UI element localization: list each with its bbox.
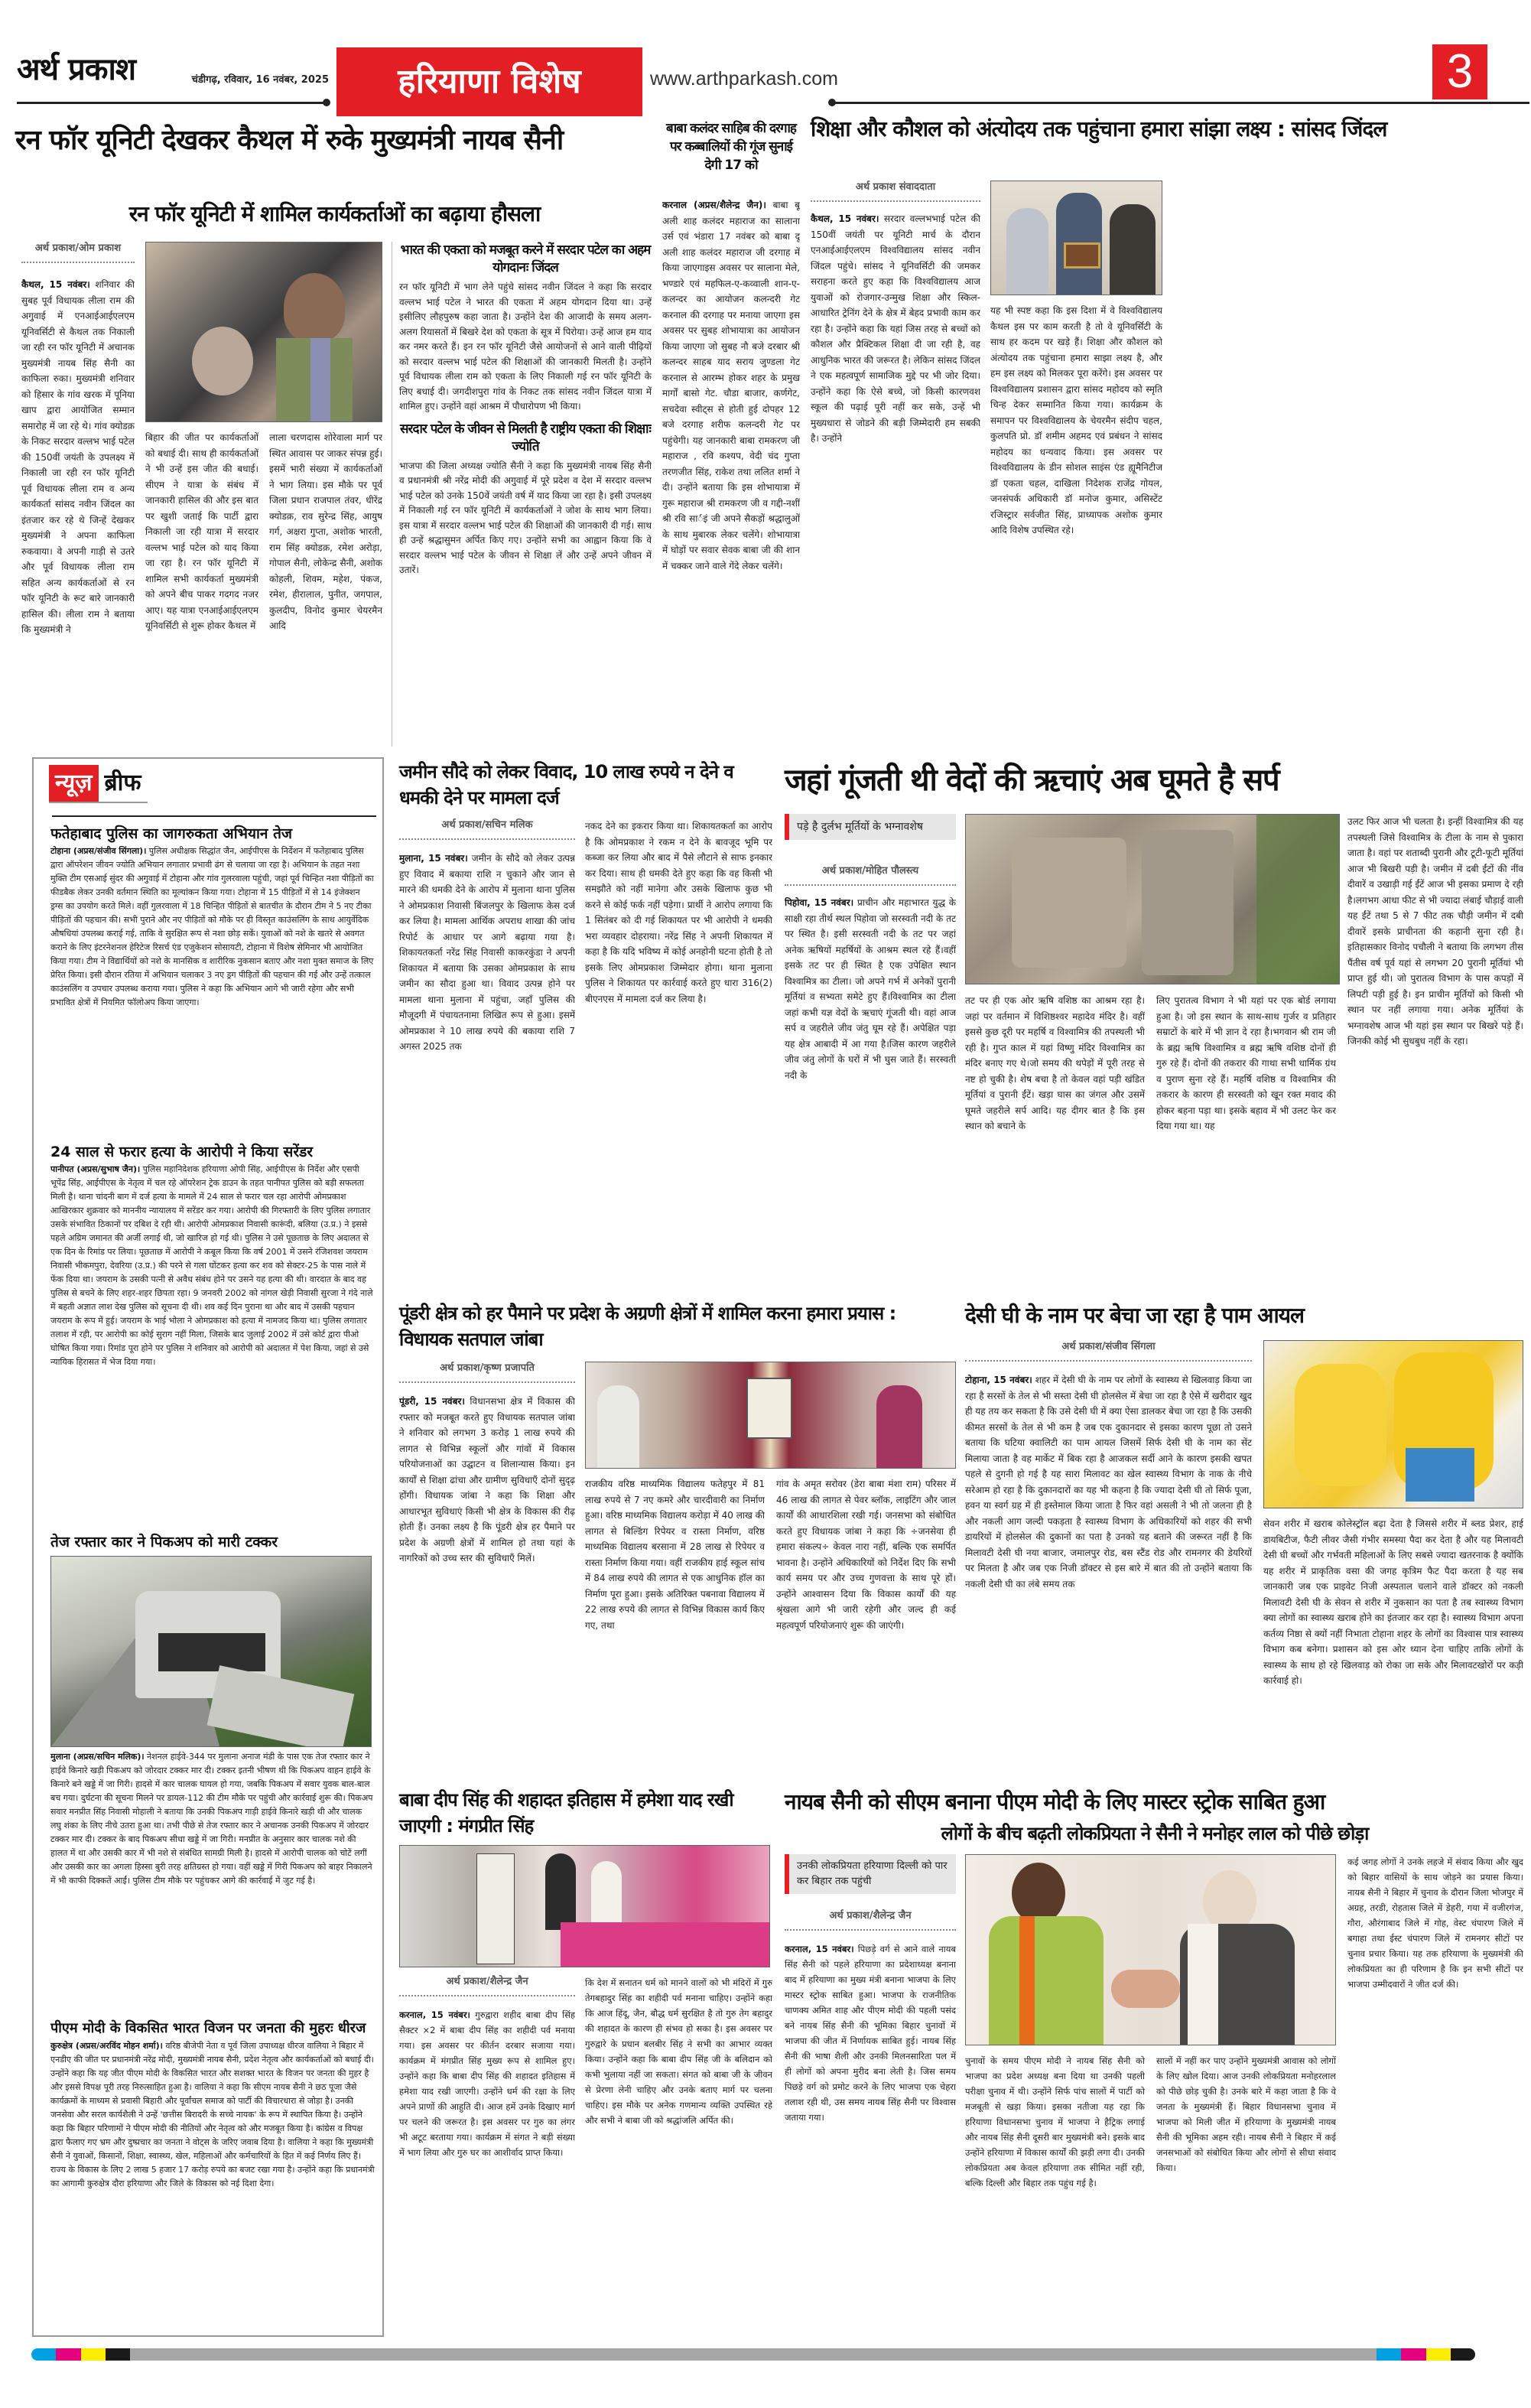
qawwali-text: बाबा बू अली शाह कलंदर महाराज का सालाना उर्स एवं भंडारा 17 नवंबर को बाबा दू अली शाह कलंदर महाराज जी दरगाह में किया जाएगाइस अवसर पर सालाना मेले, भण्डारे एवं महफिल-ए-कव्वाली शान-ए-कलन्दर का आयोजन कलन्दरी गेट करनाल की दरगाह पर मनाया जाएगा इस अवसर पर सुबह शोभायात्रा का आयोजन किया जाएगा जो सुबह नौ बजे दरबार श्री कलन्दर साहब याद सराय जुण्डला गेट करनाल से आरम्भ होकर शहर के प्रमुख मार्गों बासो गेट. चौडा बाजार, कर्णगेट, सचदेवा स्वीट्स से होती हुई दोपहर 12 बजे दरगाह शरीफ कलन्दरी गेट पर पहुंचेगी। यह जानकारी बाबा रामकरण जी महाराज , रवि कश्यप, वेदी चंद गुप्ता तरणजीत सिंह, राकेश तथा ललित शर्मा ने दी। उन्होंने बताया कि इस शोभायात्रा में गुरू महाराज श्री रामकरण जी व गद्दी-नशीं श्री रवि सार्इं जी अपने सैकड़ों श्रद्धालुओं के साथ मुबारक लेकर चलेंगे। शोभायात्रा में घोड़ों पर सवार सेवक बाबा जी की शान में चक्कर जाने वाले गेंदे लेकर चलेंगे। bbox=[662, 200, 800, 571]
brief-item-3 bbox=[50, 1531, 375, 2013]
land-col1-text: जमीन के सौदे को लेकर उत्पन्न हुए विवाद में बकाया राशि न चुकाने और जान से मारने की धमकी देने के आरोप में मुलाना थाना पुलिस ने ओमप्रकाश निवासी बिंजलपुर के खिलाफ केस दर्ज कर लिया है। मामला आर्थिक अपराध शाखा की जांच रिपोर्ट के आधार पर आगे बढ़ाया गया है। शिकायतकर्ता नरेंद्र सिंह निवासी काकरकुंडा ने अपनी शिकायत में बताया कि उसका ओमप्रकाश के साथ जमीन का सौदा हुआ था। विवाद उत्पन्न होने पर मामला थाना मुलाना में पहुंचा, जहाँ पुलिस की मौजूदगी में पंचायतनामा लिखित रूप से हुआ। इसमें ओमप्रकाश ने 10 लाख रुपये की बकाया राशि 7 अगस्त 2025 तक bbox=[399, 853, 575, 1052]
pundri-col1 bbox=[399, 1394, 575, 1776]
brief-4-text: वरिष्ठ बीजेपी नेता व पूर्व जिला उपाध्यक्ष धीरज वालिया ने बिहार में एनडीए की जीत पर प्रधानमंत्री नरेंद्र मोदी, मुख्यमंत्री नायब सैनी, प्रदेश नेतृत्व और कार्यकर्ताओं को बधाई दी। उन्होंने कहा कि यह जीत पीएम मोदी के विकसित भारत और सशक्त भारत के विजन पर जनता की मुहर है और इससे विपक्ष पूरी तरह निरुत्साहित हुआ है। वालिया ने कहा कि सीएम नायब सैनी ने छठ पूजा जैसे कार्यक्रमों के माध्यम से प्रवासी बिहारी और पूर्वांचल समाज को पार्टी की विचारधारा से जोड़ा है। उनकी जनसेवा और सरल कार्यशैली ने उन्हें 'छत्तीस बिरादरी के सच्चे नायक' के रूप में स्थापित किया है। उन्होंने कहा कि बिहार परिणामों ने पीएम मोदी की नीतियों और नेतृत्व को और मजबूत किया है। कांग्रेस व विपक्ष द्वारा फैलाए गए भ्रम और दुष्प्रचार का जनता ने वोट्स के जरिए जवाब दिया है। वालिया ने कहा कि मुख्यमंत्री सैनी ने युवाओं, किसानों, शिक्षा, स्वास्थ्य, खेल, महिलाओं और कर्मचारियों के हित में कई निर्णय लिए हैं। राज्य के विकास के लिए 2 लाख 5 हजार 17 करोड़ रुपये का बजट रखा गया है। उन्होंने कहा कि प्रधानमंत्री का आगामी कुरुक्षेत्र दौरा हरियाणा और जिले के विकास को नई दिशा देगा। bbox=[50, 2041, 375, 2188]
accident-car-photo bbox=[50, 1556, 372, 1747]
land-byline: अर्थ प्रकाश/सचिन मलिक bbox=[399, 818, 575, 840]
color-bar-yellow-right bbox=[1426, 2348, 1451, 2361]
brief-item-4 bbox=[50, 2018, 375, 2332]
lead-byline: अर्थ प्रकाश/ओम प्रकाश bbox=[21, 242, 135, 263]
color-bar-cyan bbox=[31, 2348, 56, 2361]
saini-byline: अर्थ प्रकाश/शैलेन्द्र जैन bbox=[785, 1909, 956, 1931]
saini-sidebox: उनकी लोकप्रियता हरियाणा दिल्ली को पार कर बिहार तक पहुंची bbox=[785, 1854, 956, 1894]
lead-box2-heading: सरदार पटेल के जीवन से मिलती है राष्ट्रीय एकता की शिक्षाः ज्योति bbox=[400, 421, 651, 454]
lead-box1-text: रन फॉर यूनिटी में भाग लेने पहुंचे सांसद नवीन जिंदल ने कहा कि सरदार वल्लभ भाई पटेल ने भारत की एकता में अहम योगदान दिया था। उन्हें इसीलिए लौहपुरुष कहा जाता है। उन्होंने देश की आजादी के समय अलग-अलग रियासतों में बिखरे देश को एकता के सूत्र में पिरोया। उन्हें आज हम याद कर नमर करते हैं। इन रन फॉर यूनिटी जैसे आयोजनों से आने वाली पीढ़ियों को सरदार वल्लभ भाई पटेल की शिक्षाओं की जानकारी मिलती है। उन्होंने पूर्व विधायक लीला राम को एकता के लिए निकाली गई रन फॉर यूनिटी के लिए बधाई दी। जगदीशपुरा गांव के निकट तक सांसद नवीन जिंदल यात्रा में शामिल हुए। उन्होंने वहां आश्रम में पौधारोपण भी किया। bbox=[399, 281, 652, 412]
saini-dateline: करनाल, 15 नवंबर। bbox=[785, 1944, 854, 1954]
brief-2-dateline: पानीपत (अप्रस/सुभाष जैन)। bbox=[50, 1164, 141, 1174]
land-headline: जमीन सौदे को लेकर विवाद, 10 लाख रुपये न देने व धमकी देने पर मामला दर्ज bbox=[399, 761, 733, 809]
color-bar-black bbox=[106, 2348, 130, 2361]
pundri-col2: राजकीय वरिष्ठ माध्यमिक विद्यालय फतेहपुर में 81 लाख रुपये से 7 नए कमरे और चारदीवारी का निर्माण हुआ। वरिष्ठ माध्यमिक विद्यालय करोड़ा में 40 लाख की लागत से बिल्डिंग रिपेयर व रास्ता निर्माण, वरिष्ठ माध्यमिक विद्यालय बरसाना में 28 लाख से रिपेयर व रास्ता निर्माण किया गया। वहीं राजकीय हाई स्कूल सांच में 84 लाख रुपये की लागत से एक आधुनिक हॉल का निर्माण पूरा हुआ। इसके अतिरिक्त पबनावा विद्यालय में 22 लाख रुपये की लागत से विभिन्न विकास कार्य किए गए, तथा bbox=[585, 1479, 765, 1631]
vedas-col1-text: प्राचीन और महाभारत युद्ध के साक्षी रहा तीर्थ स्थल पिहोवा जो सरस्वती नदी के तट पर स्थित है। इसी सरस्वती नदी के तट पर जहां अनेक ऋषियों महर्षियों के आश्रम स्थल रहे हैं।वहीं इसके तट पर ही स्थित है एक उपेक्षित स्थान विश्वामित्र का टीला। जो अपने गर्भ में अनेकों पुरानी मूर्तियां व सभ्यता समेटे हुए हैं।विश्वामित्र का टीला जहां कभी यज्ञ वेदों के ऋचाएं गूंजती थी। वहां आज सर्प व जहरीले जीव जंतु घूम रहे हैं। अपेक्षित पड़ा यह क्षेत्र आबादी में आ गया है।जिस कारण जहरीले जीव जंतु लोगों के घरों में भी घुस जाते हैं। सरस्वती नदी के bbox=[785, 897, 956, 1081]
deep-singh-col1-text: गुरुद्वारा शहीद बाबा दीप सिंह सैक्टर ×2 में बाबा दीप सिंह का शहीदी पर्व मनाया गया। इस अवसर पर कीर्तन दरबार सजाया गया। कार्यक्रम में मंगप्रीत सिंह मुख्य रूप से शामिल हुए। उन्होंने कहा कि बाबा दीप सिंह की शहादत इतिहास में हमेशा याद रखी जाएगी। उन्होंने धर्म की रक्षा के लिए अपने प्राणों की आहुति दी। आज हमें उनके दिखाए मार्ग पर चलने की जरूरत है। इस अवसर पर गुरु का लंगर भी अटूट बरताया गया। कार्यक्रम में संगत ने बड़ी संख्या में भाग लिया और गुरु घर का आशीर्वाद प्राप्त किया। bbox=[399, 2009, 575, 2158]
vedas-dateline: पिहोवा, 15 नवंबर। bbox=[785, 897, 854, 908]
jindal-byline: अर्थ प्रकाश संवाददाता bbox=[811, 181, 980, 202]
deep-singh-byline: अर्थ प्रकाश/शैलेन्द्र जैन bbox=[399, 1975, 575, 1996]
color-bar-gray bbox=[130, 2348, 1377, 2361]
section-banner: हरियाणा विशेष bbox=[336, 47, 642, 116]
color-bar-magenta bbox=[56, 2348, 81, 2361]
news-brief-rule bbox=[52, 815, 376, 817]
cm-crowd-photo bbox=[145, 242, 382, 422]
brief-item-1 bbox=[50, 823, 375, 1137]
brief-item-2 bbox=[50, 1141, 375, 1527]
jindal-col2: यह भी स्पष्ट कहा कि इस दिशा में वे विश्वविद्यालय कैथल इस पर काम करती है तो वे यूनिवर्सिटी के साथ हर कदम पर खड़े हैं। शिक्षा और कौशल को अंत्योदय तक पहुंचाना हमारा साझा लक्ष्य है, और हम इस लक्ष्य को मिलकर पूरा करेंगे। इस अवसर पर विश्वविद्यालय प्रशासन द्वारा सांसद महोदय को स्मृति चिन्ह देकर सम्मानित किया गया। कार्यक्रम के समापन पर विश्वविद्यालय के चेयरमैन संदीप चहल, कुलपति प्रो. डॉ शमीम अहमद एवं प्रबंधन ने सांसद महोदय का धन्यवाद किया। इस अवसर पर विश्वविद्यालय के डीन सोशल साइंस एंड ह्यूमैनिटीज डॉ एकता चहल, दाखिला निदेशक राजेंद्र गोयल, जनसंपर्क अधिकारी डॉ मनोज कुमार, असिस्टेंट रजिस्ट्रार सर्वजीत सिंह, प्राध्यापक अशोक कुमार आदि विशेष उपस्थित रहे। bbox=[990, 305, 1162, 535]
ghee-col1 bbox=[965, 1372, 1252, 1776]
pundri-col3: गांव के अमृत सरोवर (डेरा बाबा मंशा राम) परिसर में 46 लाख की लागत से पेवर ब्लॉक, लाइटिंग और जाल कार्यों की आधारशिला रखी गई। जनसभा को संबोधित करते हुए विधायक जांबा ने कहा कि ÷जनसेवा ही हमारा संकल्प÷ केवल नारा नहीं, बल्कि एक समर्पित भावना है। उन्होंने अधिकारियों को निर्देश दिए कि सभी कार्य समय पर और उच्च गुणवत्ता के साथ पूरे हों। उन्होंने आश्वासन दिया कि विकास कार्यों की यह श्रृंखला आगे भी जारी रहेगी और जल्द ही कई महत्वपूर्ण परियोजनाएं शुरू की जाएंगी। bbox=[776, 1479, 956, 1631]
qawwali-dateline: करनाल (अप्रस/शैलेन्द्र जैन)। bbox=[662, 200, 766, 210]
brief-4-body bbox=[50, 2039, 375, 2191]
deep-singh-headline: बाबा दीप सिंह की शहादत इतिहास में हमेशा याद रखी जाएगी : मंगप्रीत सिंह bbox=[399, 1789, 733, 1837]
saini-col2: चुनावों के समय पीएम मोदी ने नायब सिंह सैनी को भाजपा का प्रदेश अध्यक्ष बना दिया था उनकी पहली परीक्षा चुनाव में थी। उन्होंने सिर्फ पांच सालों में पार्टी को मजबूती से खड़ा किया। इसका नतीजा यह रहा कि हरियाणा विधानसभा चुनाव में भाजपा ने हैट्रिक लगाई और नायब सिंह सैनी दूसरी बार मुख्यमंत्री बने। इसके बाद उन्होंने हरियाणा में विकास कार्यों की झड़ी लगा दी। उनकी लोकप्रियता अब केवल हरियाणा तक सीमित नहीं रही, बल्कि दिल्ली और बिहार तक पहुंच गई है। bbox=[965, 2055, 1145, 2188]
masthead-rule-right bbox=[832, 102, 1529, 104]
color-bar-yellow bbox=[81, 2348, 106, 2361]
vedas-col4: उलट फिर आज भी चलता है। इन्हीं विश्वामित्र की यह तपस्थली जिसे विश्वामित्र के टीला के नाम से पुकारा जाता है। वहां पर शताब्दी पुरानी और टूटी-फूटी मूर्तियां आज भी बिखरी पड़ी है। जमीन में दबी ईंटों की नींव दीवारें व उखाड़ी गई ईंटें आज भी इसका प्रमाण दे रही है।लगभग आधा फीट से भी ज्यादा लंबाई चौड़ाई वाली यह ईंटें तथा 5 से 7 फीट तक चौड़ी जमीन में दबी दीवारें इसके प्राचीनता की कहानी सुना रही है। इतिहासकार विनोद पचौली ने बताया कि लगभग तीस पैंतीस वर्ष पूर्व यहां से लगभग 20 पुरानी मूर्तियां भी प्राप्त हुई थी। जो पुरातत्व विभाग के पास कपड़ों में लिपटी पड़ी हुई है। इन प्राचीन मूर्तियों को किसी भी स्थान पर नहीं लगाया गया। अनेक मूर्तियां के भग्नावशेष आज भी यहां इस स्थान पर बिखरे पड़े हैं। जिनकी कोई भी सुधबुध नहीं के रहा। bbox=[1347, 816, 1523, 1046]
vedas-sidebox: पड़े है दुर्लभ मूर्तियों के भग्नावशेष bbox=[785, 814, 956, 840]
jindal-headline: शिक्षा और कौशल को अंत्योदय तक पहुंचाना हमारा सांझा लक्ष्य : सांसद जिंदल bbox=[811, 116, 1387, 142]
deep-singh-col1 bbox=[399, 2007, 575, 2336]
saini-col3: सालों में नहीं कर पाए उन्होंने मुख्यमंत्री आवास को लोगों के लिए खोल दिया। आज उनकी लोकप्रियता मनोहरलाल को पीछे छोड़ चुकी है। उनके बारे में कहा जाता है कि वे जनता के मुख्यमंत्री हैं। बिहार विधानसभा चुनाव में भाजपा को मिली जीत में हरियाणा के मुख्यमंत्री नायब सैनी की भूमिका अहम रही। नायब सैनी ने बिहार में कई जनसभाओं को संबोधित किया और लोगों से सीधा संवाद किया। bbox=[1156, 2055, 1336, 2173]
brief-3-text: नेशनल हाईवे-344 पर मुलाना अनाज मंडी के पास एक तेज रफ्तार कार ने हाईवे किनारे खड़ी पिकअप को जोरदार टक्कर मार दी। टक्कर इतनी भीषण थी कि पिकअप वाहन हाईवे के किनारे बने खड्डे में जा गिरी। हादसे में कार चालक घायल हो गया, जबकि पिकअप में सवार युवक बाल-बाल बच गया। दुर्घटना की सूचना मिलने पर डायल-112 की टीम मौके पर पहुंची और कार्रवाई शुरू की। पिकअप सवार मनप्रीत सिंह निवासी मोहाली ने बताया कि उनकी पिकअप गाड़ी हाईवे किनारे खड़ी थी और चालक लघु शंका के लिए नीचे उतरा हुआ था। तभी पीछे से तेज रफ्तार कार ने अचानक उनकी पिकअप में जोरदार टक्कर मार दी। टक्कर के बाद पिकअप सीधा खड्डे में जा गिरी। मनप्रीत के अनुसार कार चालक नशे की हालत में था और उसकी कार में भी नशे से संबंधित सामग्री मिली है। हादसे में आरोपी चालक को चोटें लगीं और उसकी कार का अगला हिस्सा बुरी तरह क्षतिग्रस्त हो गया। वहीं खड्डे में गिरी पिकअप को बाहर निकालने में भी काफी दिक्कतें आईं। पुलिस टीम मौके पर पहुंचकर आगे की कार्रवाई में जुट गई है। bbox=[50, 1752, 373, 1886]
brief-1-headline: फतेहाबाद पुलिस का जागरुकता अभियान तेज bbox=[50, 825, 293, 842]
vedas-headline: जहां गूंजती थी वेदों की ऋचाएं अब घूमते है सर्प bbox=[785, 763, 1279, 798]
masthead-dateline: चंडीगढ़, रविवार, 16 नवंबर, 2025 bbox=[191, 74, 329, 86]
lead-col2: बिहार की जीत पर कार्यकर्ताओं को बधाई दी। साथ ही कार्यकर्ताओं ने भी उन्हें इस जीत की बधाई। सीएम ने यात्रा के संबंध में जानकारी हासिल की और इस बात पर खुशी जताई कि पार्टी द्वारा निकाली जा रही यात्रा में सरदार वल्लभ भाई पटेल को याद किया जा रहा है। रन फॉर यूनिटी में शामिल सभी कार्यकर्ता मुख्यमंत्री को अपने बीच पाकर गदगद नजर आए। यह यात्रा एनआईआईएलएम यूनिवर्सिटी से शुरू होकर कैथल में bbox=[145, 432, 258, 631]
ruins-photo bbox=[965, 814, 1340, 984]
lead-box1-heading: भारत की एकता को मजबूत करने में सरदार पटेल का अहम योगदानः जिंदल bbox=[400, 242, 651, 275]
ghee-byline: अर्थ प्रकाश/संजीव सिंगला bbox=[965, 1340, 1252, 1362]
saini-headline: नायब सैनी को सीएम बनाना पीएम मोदी के लिए मास्टर स्ट्रोक साबित हुआ bbox=[785, 1789, 1325, 1814]
color-bar-magenta-right bbox=[1401, 2348, 1426, 2361]
brief-3-dateline: मुलाना (अप्रस/सचिन मलिक)। bbox=[50, 1752, 145, 1762]
deep-singh-col2: कि देश में सनातन धर्म को मानने वालों को भी मंदिरों में गुरु तेगबहादुर सिंह का शहीदी पर्व मनाना चाहिए। उन्होंने कहा कि आज हिंदू, जैन, बौद्ध धर्म सुरक्षित है तो गुरु तेग बहादुर की शहादत के कारण ही संभव हो सका है। इस अवसर पर गुरुद्वारे के प्रधान बलबीर सिंह ने सभी का आभार व्यक्त किया। उन्होंने कहा कि बाबा दीप सिंह जी के बलिदान को कभी भुलाया नहीं जा सकता। संगत को बाबा जी के जीवन से प्रेरणा लेनी चाहिए और उनके बताए मार्ग पर चलना चाहिए। इस मौके पर अनेक गणमान्य व्यक्ति उपस्थित रहे और सभी ने बाबा जी को श्रद्धांजलि अर्पित की। bbox=[585, 1977, 772, 2126]
pundri-byline: अर्थ प्रकाश/कृष्ण प्रजापति bbox=[399, 1362, 575, 1383]
vedas-col2: तट पर ही एक ओर ऋषि वशिष्ठ का आश्रम रहा है। जहां पर वर्तमान में विशिष्ठश्वर महादेव मंदिर है। वहीं इससे कुछ दूरी पर महर्षि व विश्वामित्र की तपस्थली भी रही है। गुप्त काल में यहां विष्णु मंदिर विश्वामित्र का मंदिर बनाए गए थे।जो समय की थपेड़ों में पूरी तरह से नष्ट हो चुकी है। शेष बचा है तो केवल वहां पड़ी खंडित मूर्तियां व पुरानी ईंटें। खड़ा घास का जंगल और उसमें घूमते जहरीले सर्प आदि। यह दीगर बात है कि इस स्थान को बचाने के bbox=[965, 995, 1145, 1131]
masthead-logo: अर्थ प्रकाश bbox=[17, 52, 136, 87]
jindal-col1 bbox=[811, 211, 980, 750]
lead-headline: रन फॉर यूनिटी देखकर कैथल में रुके मुख्यमंत्री नायब सैनी bbox=[15, 125, 564, 156]
website-url[interactable]: www.arthparkash.com bbox=[650, 68, 838, 89]
page-number-badge: 3 bbox=[1432, 44, 1487, 99]
land-col1 bbox=[399, 851, 575, 1288]
inauguration-photo bbox=[585, 1362, 956, 1469]
ghee-photo bbox=[1263, 1340, 1523, 1508]
pundri-dateline: पूंडरी, 15 नवंबर। bbox=[399, 1396, 465, 1407]
saini-subheadline: लोगों के बीच बढ़ती लोकप्रियता ने सैनी ने मनोहर लाल को पीछे छोड़ा bbox=[941, 1823, 1369, 1844]
brief-1-text: पुलिस अधीक्षक सिद्धांत जैन, आईपीएस के निर्देशन में फतेहाबाद पुलिस द्वारा ऑपरेशन जीवन ज्योति अभियान लगातार प्रभावी ढंग से चलाया जा रहा है। अभियान के तहत नशा मुक्ति टीम एसआई सुंदर की अगुवाई में टोहाना और गांव गुलरवाला पहुंची, जहां पूर्व चिन्हित नशा पीड़ितों का फीडबैक लेकर उनकी वर्तमान स्थिति का मूल्यांकन किया गया। टोहाना में 15 पीड़ितों में से 14 इंजेक्शन ड्रग्स का उपयोग करते मिले। वहीं गुलरवाला में 18 चिन्हित पीड़ितों से बातचीत के दौरान टीम ने 5 नए टीका पीड़ितों की पहचान की। सभी पुराने और नए पीड़ितों को मौके पर ही विस्तृत काउंसलिंग के साथ आयुर्वेदिक औषधियां उपलब्ध कराई गई, ताकि वे सुरक्षित रूप से नशा छोड़ सकें। युवाओं को नशे के खतरे से अवगत कराने के लिए इंटरनेशनल हेरिटेज रिसर्च एंड एजुकेशन सोसायटी, टोहाना में विशेष सेमिनार भी आयोजित किया गया। टीम ने विद्यार्थियों को नशे के मानसिक व शारीरिक नुकसान बताए और नशा मुक्त समाज के लिए प्रेरित किया। इसी दौरान रतिया में अभियान चलाकर 3 नए ड्रग पीड़ितों की पहचान की गई और उन्हें तत्काल काउंसलिंग व उपचार उपलब्ध कराया गया। पुलिस ने कहा कि अभियान आगे भी जारी रहेगा और सभी प्रभावित क्षेत्रों में नियमित फॉलोअप किया जाएगा। bbox=[50, 846, 374, 1007]
vedas-col1 bbox=[785, 895, 956, 1288]
color-bar-cyan-right bbox=[1377, 2348, 1401, 2361]
pundri-col1-text: विधानसभा क्षेत्र में विकास की रफ्तार को मजबूत करते हुए विधायक सतपाल जांबा ने शनिवार को लगभग 3 करोड़ 1 लाख रुपये की लागत से विभिन्न स्कूलों और गांवों में विकास परियोजनाओं का उद्घाटन व शिलान्यास किया। इन कार्यों से शिक्षा ढांचा और ग्रामीण सुविधाएँ दोनों सुदृढ़ होंगी। विधायक जांबा ने कहा कि शिक्षा और आधारभूत सुविधाएं किसी भी क्षेत्र के विकास की रीढ़ होती हैं। उनका लक्ष्य है कि पूंडरी क्षेत्र हर पैमाने पर प्रदेश के अग्रणी क्षेत्रों में शामिल हो तथा यहां के नागरिकों को उच्च स्तर की सुविधाएँ मिलें। bbox=[399, 1396, 575, 1564]
jindal-dateline: कैथल, 15 नवंबर। bbox=[811, 213, 879, 224]
qawwali-body bbox=[662, 197, 800, 750]
ghee-headline: देसी घी के नाम पर बेचा जा रहा है पाम आयल bbox=[965, 1303, 1304, 1328]
land-dateline: मुलाना, 15 नवंबर। bbox=[399, 853, 468, 864]
ghee-col2: सेवन शरीर में खराब कोलेस्ट्रॉल बढ़ा देता है जिससे शरीर में ब्लड प्रेशर, हाई डायबिटीज, फैटी लीवर जैसी गंभीर समस्या पैदा कर देता है और यह मिलावटी देसी घी बच्चों और गर्भवती महिलाओं के लिए सबसे ज्यादा खतरनाक है क्योंकि यह शरीर में प्राकृतिक वसा की जगह कृत्रिम फैट पैदा करता है यह सब जानकारी जब एक प्राइवेट निजी अस्पताल चलाने वाले डॉक्टर को नकली मिलावटी देसी घी के सेवन से शरीर में नुकसान का पता है तब स्वास्थ्य विभाग क्या लोगों का स्वास्थ्य खराब होने का इंतजार कर रहा है। स्वास्थ्य विभाग अपना कर्तव्य निष्ठा से क्यों नहीं निभाता टोहाना शहर के लोगों का विश्वास पात्र स्वास्थ्य विभाग कब बनेगा। प्रशासन को इस ओर ध्यान देना चाहिए ताकि लोगों के स्वास्थ्य के साथ हो रहे खिलवाड़ को रोका जा सके और मिलावटखोरों पर कड़ी कार्रवाई हो। bbox=[1263, 1518, 1523, 1686]
land-col2: नकद देने का इकरार किया था। शिकायतकर्ता का आरोप है कि ओमप्रकाश ने रकम न देने के बावजूद भूमि पर कब्जा कर लिया और बाद में पैसे लौटाने से साफ इनकार कर दिया। साथ ही धमकी देते हुए कहा कि वह किसी भी समझौते को नहीं मानेगा और उसके खिलाफ कुछ भी करने से कोई फर्क नहीं पड़ेगा। प्रार्थी ने आरोप लगाया कि 1 सितंबर को दी गई शिकायत पर भी आरोपी ने धमकी भरा व्यवहार दोहराया। नरेंद्र सिंह ने अपनी शिकायत में कहा है कि यदि भविष्य में कोई अनहोनी घटना होती है तो इसके लिए ओमप्रकाश जिम्मेदार होगा। थाना मुलाना पुलिस ने शिकायत पर कार्रवाई करते हुए धारा 316(2) बीएनएस में मामला दर्ज कर लिया है। bbox=[585, 821, 772, 1004]
news-brief-label-black: ब्रीफ bbox=[104, 770, 141, 796]
news-brief-label bbox=[49, 765, 148, 803]
award-photo bbox=[990, 181, 1162, 295]
lead-subheadline: रन फॉर यूनिटी में शामिल कार्यकर्ताओं का बढ़ाया हौसला bbox=[128, 201, 541, 226]
masthead-rule-left bbox=[17, 102, 326, 104]
ghee-col1-text: शहर में देसी घी के नाम पर लोगों के स्वास्थ्य से खिलवाड़ किया जा रहा है सरसों के तेल से भी सस्ता देसी घी होलसेल में बेचा जा रहा है ऐसे में खरीदार खुद ही यह तय कर सकता है कि उसे देसी घी में क्या ऐसा डालकर बेचा जा रहा है कि उसकी कीमत सरसों के तेल से भी कम है जब एक दुकानदार से इसका कारण पूछा तो उसने बताया कि घटिया क्वालिटी का पाम आयल जिसमें सिर्फ देसी घी के नाम का सेंट मिलाया जाता है वह मार्केट में बिक रहा है आजकल सर्दी आने के कारण इसकी खपत पहले से दुगनी हो गई है यह सारा मिलावट का खेल स्वास्थ्य विभाग के नाक के नीचे सरेआम हो रहा है कि दुकानदारों का यह भी कहना है कि ज्यादा देसी घी तो सिर्फ पूजा, हवन या स्वर्ग ग्रह में ही इस्तेमाल किया जाता है फिर वहां असली ने भी तो जलना ही है और नकली आग जल्दी पकड़ता है स्वास्थ्य विभाग के अधिकारियों को शहर की सभी डायरियों में होलसेल की दुकानों का पता है उनको यह बताने की जरूरत नहीं है कि मिलावटी देसी घी नया बाजार, जमालपुर रोड, बस स्टैंड रोड और रामनगर की डेयरियों पर मिलता है और जब एक निजी डॉक्टर से इस बारे में बात की तो उन्होंने बताया कि नकली देसी घी का लंबे समय तक bbox=[965, 1375, 1252, 1590]
brief-3-body bbox=[50, 1750, 375, 1888]
brief-2-text: पुलिस महानिदेशक हरियाणा ओपी सिंह, आईपीएस के निर्देश और एसपी भूपेंद्र सिंह, आईपीएस के नेतृत्व में चल रहे ऑपरेशन ट्रेक डाउन के तहत पानीपत पुलिस को बड़ी सफलता मिली है। थाना चांदनी बाग में दर्ज हत्या के मामले में 24 साल से फरार चल रहा आरोपी ओमप्रकाश आखिरकार शुक्रवार को माननीय न्यायालय में सरेंडर कर गया। आरोपी की गिरफ्तारी के लिए पुलिस लगातार उसके संभावित ठिकानों पर दबिश दे रही थी। आरोपी ओमप्रकाश निवासी कारूंदी, बलिया (उ.प्र.) ने इससे पहले अग्रिम जमानत की अर्जी लगाई थी, जो खारिज हो गई थी। पुलिस ने उसे पूछताछ के लिए अदालत से एक दिन के रिमांड पर लिया। पूछताछ में आरोपी ने कबूल किया कि वर्ष 2001 में उसने रंजिशवश जयराम निवासी भीकमपुरा, देवरिया (उ.प्र.) की परने से गला घोंटकर हत्या कर शव को सेक्टर-25 के पास नाले में फेंक दिया था। जयराम के उसकी पत्नी से अवैध संबंध होने पर उसने यह हत्या की थी। वारदात के बाद वह पुलिस से बचने के लिए शहर-शहर छिपता रहा। 9 जनवरी 2002 को नांगल खेड़ी निवासी सुरजा ने गंदे नाले में बहती अज्ञात लाश देख पुलिस को सूचना दी थी। शव कई दिन पुराना था और बाद में उसकी पहचान जयराम के रूप में हुई। जयराम के भाई भोला ने ओमप्रकाश को हत्या में नामजद किया था। पुलिस लगातार तलाश में रही, पर आरोपी का कोई सुराग नहीं मिला, जिसके बाद जुलाई 2002 में उसे कोर्ट द्वारा पीओ घोषित किया गया। रिमांड पूरा होने पर पुलिस ने शनिवार को आरोपी को अदालत में पेश किया, जहां से उसे न्यायिक हिरासत में भेज दिया गया। bbox=[50, 1164, 373, 1367]
pundri-headline: पूंडरी क्षेत्र को हर पैमाने पर प्रदेश के अग्रणी क्षेत्रों में शामिल करना हमारा प्रयास : विधायक सतपाल जांबा bbox=[399, 1303, 896, 1350]
rule-dot-left bbox=[323, 99, 330, 106]
ghee-dateline: टोहाना, 15 नवंबर। bbox=[965, 1375, 1032, 1385]
brief-4-headline: पीएम मोदी के विकसित भारत विजन पर जनता की मुहरः धीरज bbox=[50, 2020, 366, 2036]
saini-col1 bbox=[785, 1941, 956, 2336]
news-brief-label-red: न्यूज़ bbox=[49, 765, 99, 802]
brief-3-headline: तेज रफ्तार कार ने पिकअप को मारी टक्कर bbox=[50, 1534, 278, 1551]
brief-2-headline: 24 साल से फरार हत्या के आरोपी ने किया सरेंडर bbox=[50, 1144, 314, 1160]
lead-box2-text: भाजपा की जिला अध्यक्ष ज्योति सैनी ने कहा कि मुख्यमंत्री नायब सिंह सैनी व प्रधानमंत्री श्री नरेंद्र मोदी की अगुवाई में पूरे प्रदेश व देश में सरदार वल्लभ भाई पटेल को उनके 150वें जयंती वर्ष में याद किया जा रहा है। इसी उपलक्ष्य में निकाली गई रन फॉर यूनिटी में कार्यकर्ताओं ने जोश के साथ भाग लिया। इस यात्रा में सरदार वल्लभ भाई पटेल की शिक्षाओं की जानकारी दी गई। साथ ही उन्हें श्रद्धासुमन अर्पित किए गए। उन्होंने सभी का आह्वान किया कि वे सरदार वल्लभ भाई पटेल के जीवन से शिक्षा लें और उन्हें अपने जीवन में उतारें। bbox=[399, 460, 652, 575]
brief-1-body bbox=[50, 844, 375, 1010]
lead-dateline: कैथल, 15 नवंबर। bbox=[21, 279, 90, 290]
brief-2-body bbox=[50, 1163, 375, 1369]
lead-col1 bbox=[21, 277, 135, 750]
saini-col4: कई जगह लोगों ने उनके लहजे में संवाद किया और खुद को बिहार वासियों के साथ जोड़ने का प्रयास किया। नायब सैनी ने बिहार में चुनाव के दौरान जिला भोजपुर में अग्रह, तरडी, रोहतास जिले में डेहरी, गया में वजीरगंज, गौरा, औरंगाबाद जिले में गोह, वेस्ट चंपारण जिले में बगाहा तथा ईस्ट चंपारण जिले में रामनगर सीटों पर चुनाव प्रचार किया। यह तक हरियाणा के मुख्यमंत्री की लोकप्रियता का ही परिणाम है कि इन सभी सीटों पर भाजपा उम्मीदवारों ने जीत दर्ज की। bbox=[1347, 1856, 1523, 1990]
jindal-col1-text: सरदार वल्लभभाई पटेल की 150वीं जयंती पर यूनिटी मार्च के दौरान एनआईआईएलएम विश्वविद्यालय सांसद नवीन जिंदल पहुंचे। सांसद ने यूनिवर्सिटी की जमकर सराहना करते हुए कहा कि विश्वविद्यालय आज युवाओं को रोजगार-उन्मुख शिक्षा और स्किल-आधारित ट्रेनिंग देने के क्षेत्र में बेहद प्रभावी काम कर रहा है। उन्होंने कहा कि यहां जिस तरह से बच्चों को कौशल और प्रैक्टिकल शिक्षा दी जा रही है, वह आधुनिक भारत की जरूरत है। लेकिन सांसद जिंदल ने एक महत्वपूर्ण सामाजिक मुद्दे पर भी जोर दिया। उन्होंने कहा कि ऐसे बच्चे, जो किसी कारणवश स्कूल की पढ़ाई पूरी नहीं कर सके, उन्हें भी मुख्यधारा से जोडने की बड़ी जिम्मेदारी हम सबकी है। उन्होंने bbox=[811, 213, 980, 444]
brief-4-dateline: कुरुक्षेत्र (अप्रस/अरविंद मोहन शर्मा)। bbox=[50, 2041, 163, 2051]
vedas-byline: अर्थ प्रकाश/मोहित पौलस्त्य bbox=[785, 864, 956, 886]
lead-col3: लाला चरणदास शोरेवाला मार्ग पर स्थित आवास पर जाकर संपन्न हुई। इसमें भारी संख्या में कार्यकर्ताओं ने भाग लिया। इस मौके पर पूर्व जिला प्रधान राजपाल तंवर, धीरेंद्र क्योडक़, राव सुरेन्द्र सिंह, आयुष गर्ग, अक्षरा गुप्ता, अशोक भारती, राम सिंह क्योडक़, रमेश अरोड़ा, गोपाल सैनी, लोकेन्द्र सैनी, अशोक कोहली, शिवम, महेश, पंकज, रमेश, हीरालाल, पुनीत, जगपाल, कुलदीप, विनोद कुमार चेयरमैन आदि bbox=[269, 432, 382, 631]
qawwali-headline: बाबा कलंदर साहिब की दरगाह पर कब्बालियों की गूंज सुनाई देगी 17 को bbox=[666, 121, 796, 173]
gurudwara-photo bbox=[399, 1845, 770, 1967]
lead-col1-text: शनिवार की सुबह पूर्व विधायक लीला राम की अगुवाई में एनआईआईएलएम यूनिवर्सिटी से कैथल तक निकाली जा रही रन फॉर यूनिटी में अचानक मुख्यमंत्री नायब सिंह सैनी का काफिला रुका। मुख्यमंत्री शनिवार को हिसार के गांव खरक में पूनिया खाप द्वारा आयोजित सम्मान समारोह में जा रहे थे। गांव क्योडक़ के निकट सरदार वल्लभ भाई पटेल की 150वीं जयंती के उपलक्ष्य में निकाली जा रही रन फॉर यूनिटी पूर्व विधायक लीला राम व अन्य कार्यकर्ता सांसद नवीन जिंदल का इंतजार कर रहे थे जिन्हें देखकर मुख्यमंत्री ने अपना काफिला रुकवाया। वे अपनी गाड़ी से उतरे और पूर्व विधायक लीला राम सहित अन्य कार्यकर्ताओं से रन फॉर यूनिटी के रूट बारे जानकारी हासिल की। लीला राम ने बताया कि मुख्यमंत्री ने bbox=[21, 279, 135, 635]
brief-1-dateline: टोहाना (अप्रस/संजीव सिंगला)। bbox=[50, 846, 147, 856]
saini-col1-text: पिछड़े वर्ग से आने वाले नायब सिंह सैनी को पहले हरियाणा का प्रदेशाध्यक्ष बनाना बाद में हरियाणा का मुख्य मंत्री बनाना भाजपा के लिए मास्टर स्ट्रोक साबित हुआ। भाजपा के राजनीतिक चाणक्य अमित शाह और पीएम मोदी की पहली पसंद बने नायब सिंह सैनी की भूमिका बिहार चुनावों में भाजपा की जीत में निर्णायक साबित हुई। नायब सिंह सैनी की भाषा शैली और उनकी मिलनसारिता पल में ही लोगों को अपना मुरीद बना लेती है। जिस समय पिछड़े वर्ग को प्रमोट करने के लिए भाजपा एक चेहरा तलाश रही थी, उस समय नायब सिंह सैनी पर विश्वास जताया गया। bbox=[785, 1944, 956, 2123]
deep-singh-dateline: करनाल, 15 नवंबर। bbox=[399, 2009, 470, 2020]
color-bar-black-right bbox=[1451, 2348, 1475, 2361]
lead-box1 bbox=[399, 242, 652, 750]
vedas-col3: लिए पुरातत्व विभाग ने भी यहां पर एक बोर्ड लगाया हुआ है। जो इस स्थान के साथ-साथ गुर्जर व प्रतिहार सम्राटों के बारे में भी ज्ञान दे रहा है।भगवान श्री राम जी के ब्रह्म ऋषि विश्वामित्र व ब्रह्म ऋषि वशिष्ठ दोनों ही गुरु रहे हैं। दोनों की तकरार की गाथा सभी धार्मिक ग्रंथ व पुराण सुना रहे हैं। महर्षि वशिष्ठ व विश्वामित्र की तकरार के कारण ही सरस्वती को खून रक्त मवाद की होकर बहना पड़ा था। इसके बहाव में भी उलट फेर कर दिया गया था। यह bbox=[1156, 995, 1336, 1131]
saini-modi-photo bbox=[965, 1854, 1336, 2045]
